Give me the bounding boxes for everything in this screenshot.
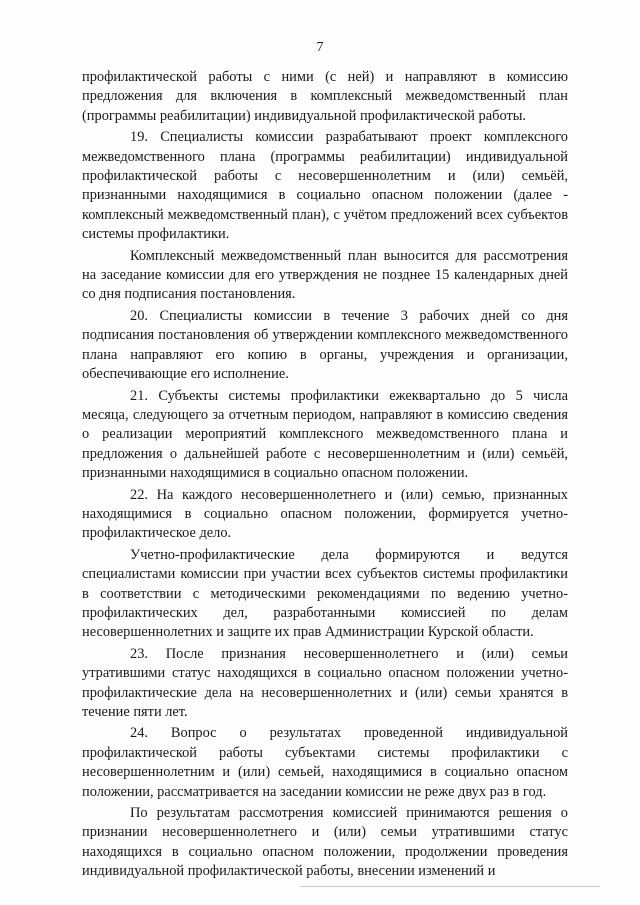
paragraph-item-22: 22. На каждого несовершеннолетнего и (или) семью, признанных находящимися в социально опасном положении, формируется учетно-профилактическое дело. [82,486,568,542]
paragraph-item-19-plan: Комплексный межведомственный план выносится для рассмотрения на заседание комиссии для его утверждения не позднее 15 календарных дней со дня подписания постановления. [82,247,568,303]
footer-scan-line [300,886,600,887]
paragraph-item-24-decisions: По результатам рассмотрения комиссией принимаются решения о признании несовершеннолетнего и (или) семьи утратившими статус находящихся в социально опасном положении, продолжении проведения индивидуальной профилактической работы, внесении изменений и [82,805,568,880]
paragraph-item-19: 19. Специалисты комиссии разрабатывают проект комплексного межведомственного плана (программы реабилитации) индивидуальной профилактической работы с несовершеннолетним и (или) семьёй, признанными находящимися в социально опасном положении (далее - комплексный межведомственный план), с учётом предложений всех субъектов системы профилактики. [82,129,568,243]
page-number: 7 [316,40,324,55]
document-body [82,68,568,884]
paragraph-item-23: 23. После признания несовершеннолетнего и (или) семьи утратившими статус находящихся в социально опасном положении учетно-профилактические дела на несовершеннолетних и (или) семьи хранятся в течение пяти лет. [82,645,568,720]
paragraph-item-24: 24. Вопрос о результатах проведенной индивидуальной профилактической работы субъектами системы профилактики с несовершеннолетним и (или) семьей, находящимися в социально опасном положении, рассматривается на заседании комиссии не реже двух раз в год. [82,725,568,800]
paragraph-item-21: 21. Субъекты системы профилактики ежеквартально до 5 числа месяца, следующего за отчетным периодом, направляют в комиссию сведения о реализации мероприятий комплексного межведомственного плана и предложения о дальнейшей работе с несовершеннолетним и (или) семьёй, признанными находящимися в социально опасном положении. [82,387,568,482]
paragraph-item-22-cases: Учетно-профилактические дела формируются и ведутся специалистами комиссии при участии всех субъектов системы профилактики в соответствии с методическими рекомендациями по ведению учетно-профилактических дел, разработанными комиссией по делам несовершеннолетних и защите их прав Администрации Курской области. [82,546,568,641]
paragraph-item-20: 20. Специалисты комиссии в течение 3 рабочих дней со дня подписания постановления об утверждении комплексного межведомственного плана направляют его копию в органы, учреждения и организации, обеспечивающие его исполнение. [82,307,568,383]
paragraph-continuation: профилактической работы с ними (с ней) и направляют в комиссию предложения для включения в комплексный межведомственный план (программы реабилитации) индивидуальной профилактической работы. [82,69,568,124]
